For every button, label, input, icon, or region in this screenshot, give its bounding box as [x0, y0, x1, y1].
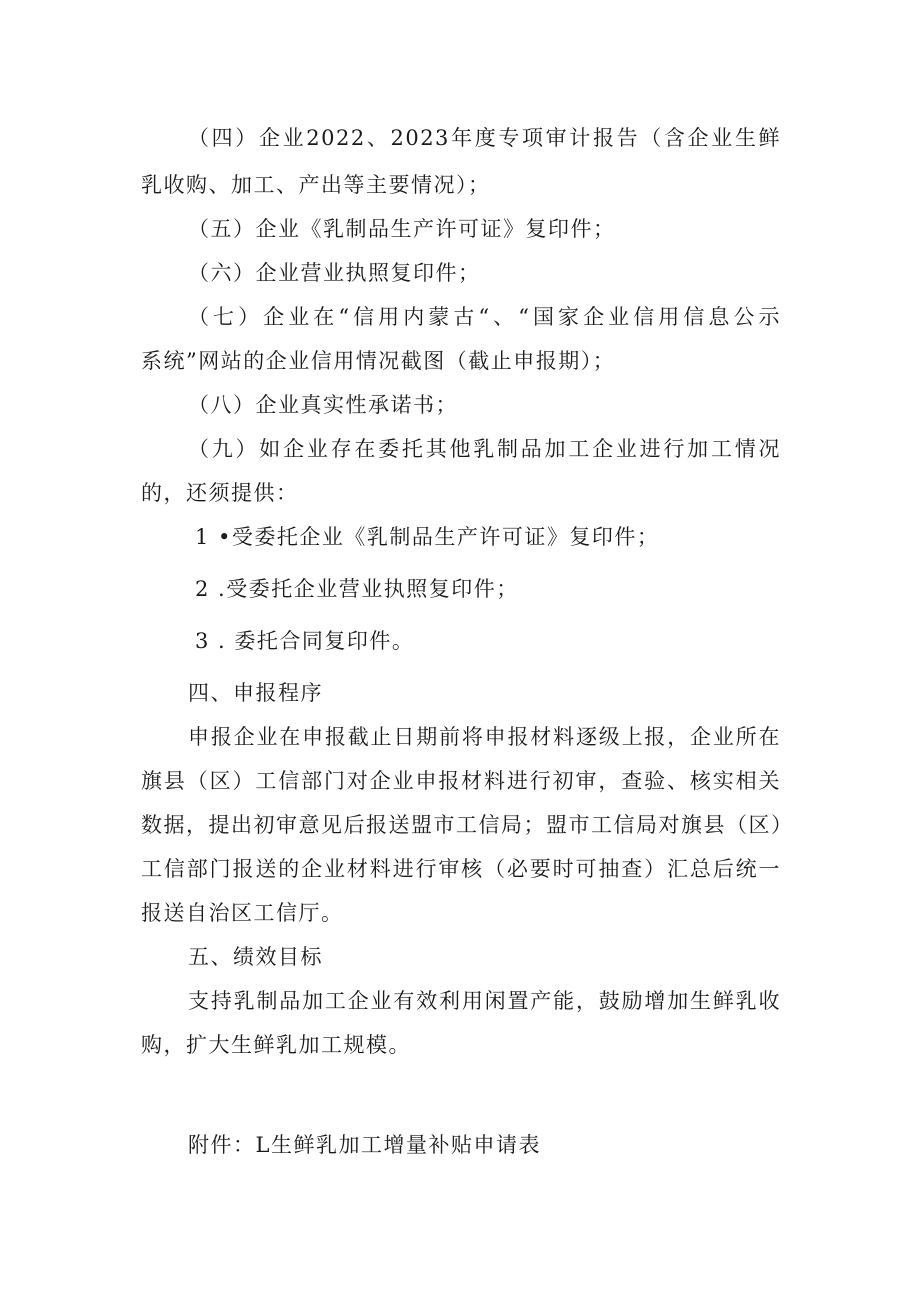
- item-eight: （八）企业真实性承诺书；: [188, 393, 458, 417]
- item-four-line-2: 乳收购、加工、产出等主要情况）；: [141, 173, 491, 197]
- section-five-heading: 五、绩效目标: [188, 945, 323, 969]
- procedure-line-2: 旗县（区）工信部门对企业申报材料进行初审，查验、核实相关: [141, 769, 781, 793]
- section-four-heading: 四、申报程序: [188, 681, 323, 705]
- sub-item-1: 1 •受委托企业《乳制品生产许可证》复印件；: [195, 525, 660, 549]
- procedure-line-4: 工信部门报送的企业材料进行审核（必要时可抽查）汇总后统一: [141, 857, 781, 881]
- goal-line-1: 支持乳制品加工企业有效利用闲置产能，鼓励增加生鲜乳收: [188, 989, 781, 1013]
- goal-line-2: 购，扩大生鲜乳加工规模。: [141, 1033, 411, 1057]
- procedure-line-5: 报送自治区工信厅。: [141, 901, 344, 925]
- sub-item-2: 2 .受委托企业营业执照复印件；: [195, 577, 519, 601]
- procedure-line-3: 数据，提出初审意见后报送盟市工信局；盟市工信局对旗县（区）: [141, 813, 794, 837]
- attachment-line: 附件：L生鲜乳加工增量补贴申请表: [188, 1133, 541, 1157]
- item-four-line-1: （四）企业2022、2023年度专项审计报告（含企业生鲜: [188, 126, 781, 150]
- item-seven-line-2: 系统”网站的企业信用情况截图（截止申报期）；: [141, 349, 616, 373]
- sub-item-3: 3 . 委托合同复印件。: [195, 629, 415, 653]
- item-seven-line-1: （七）企业在“信用内蒙古“、“国家企业信用信息公示: [188, 305, 781, 329]
- item-nine-line-1: （九）如企业存在委托其他乳制品加工企业进行加工情况: [188, 437, 781, 461]
- item-five: （五）企业《乳制品生产许可证》复印件；: [188, 217, 616, 241]
- procedure-line-1: 申报企业在申报截止日期前将申报材料逐级上报，企业所在: [188, 725, 781, 749]
- item-nine-line-2: 的，还须提供：: [141, 481, 299, 505]
- item-six: （六）企业营业执照复印件；: [188, 261, 481, 285]
